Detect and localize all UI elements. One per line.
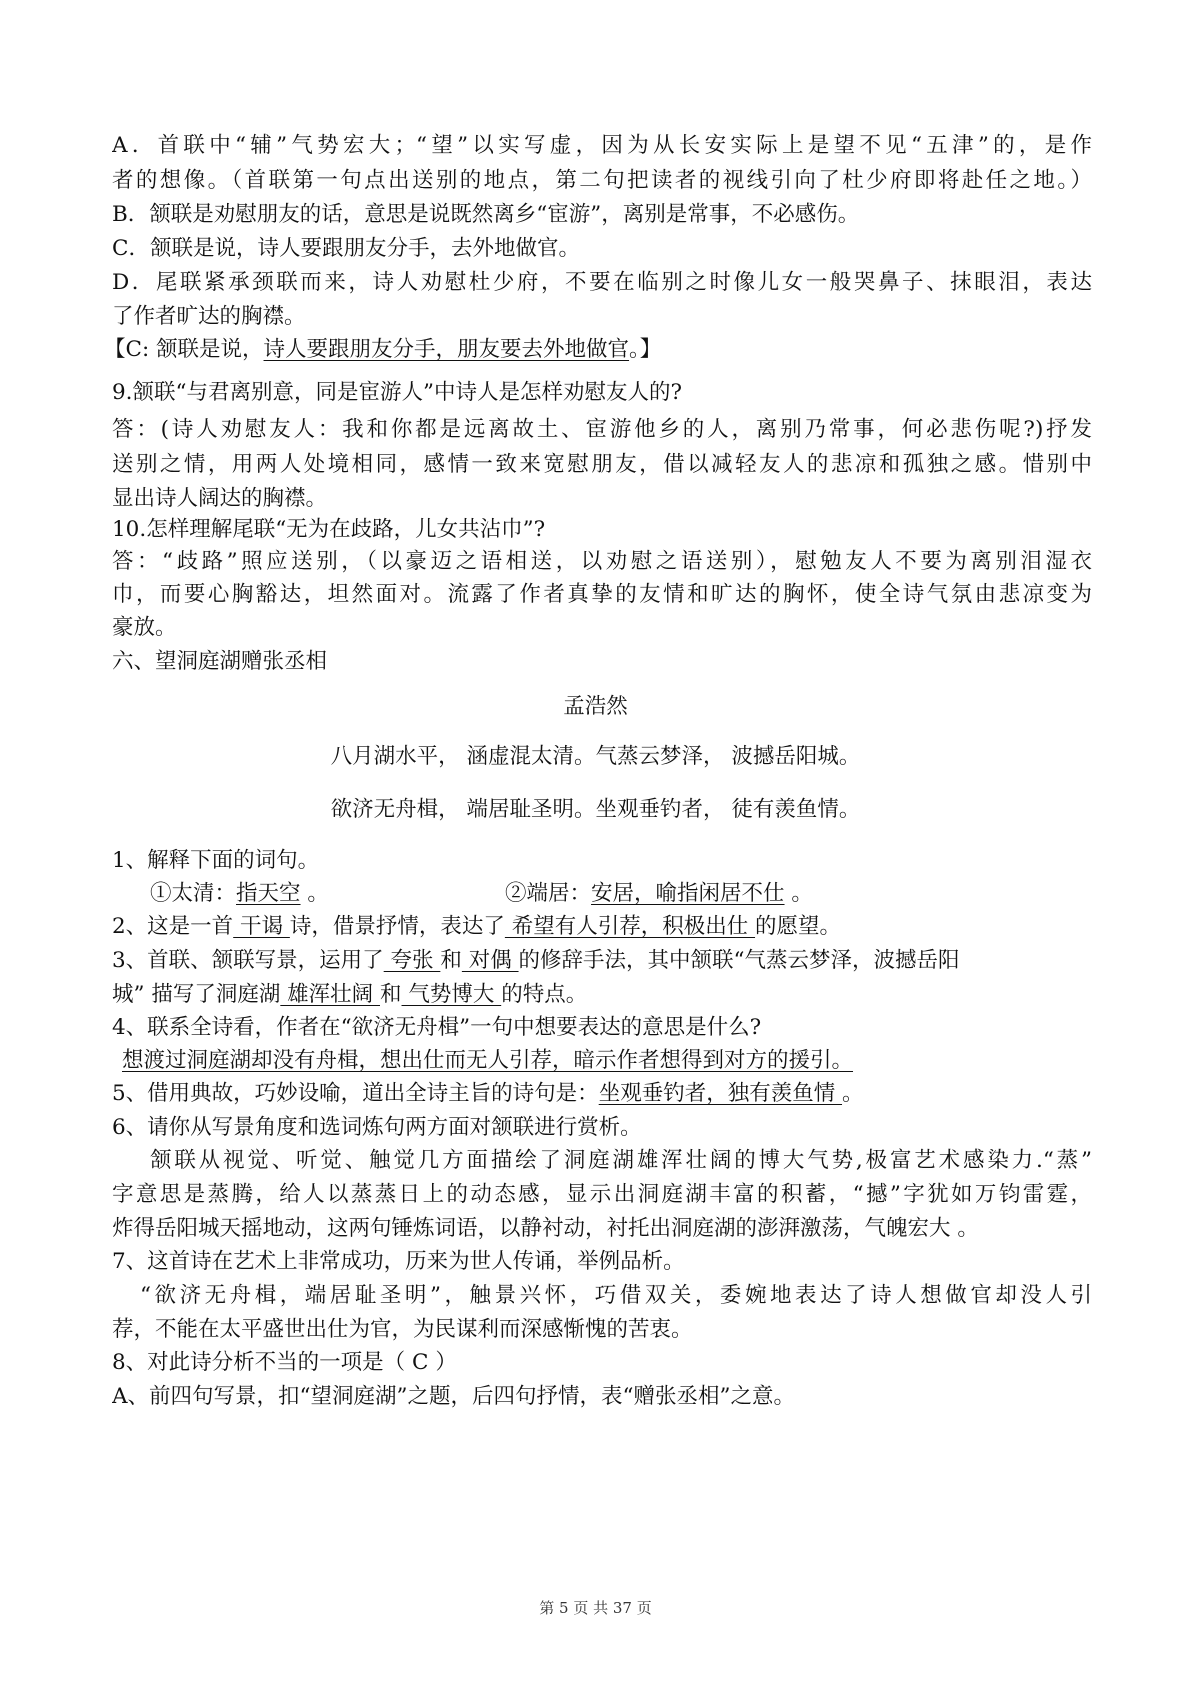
answer-c-line	[104, 335, 1084, 365]
question-2	[112, 912, 1092, 942]
q3-text-4: 城” 描写了洞庭湖	[112, 982, 281, 1007]
answer-9-line-3: 显出诗人阔达的胸襟。	[112, 486, 328, 511]
question-10: 10.怎样理解尾联“无为在歧路，儿女共沾巾”?	[112, 517, 546, 542]
answer-7-line-2: 荐，不能在太平盛世出仕为官，为民谋利而深感惭愧的苦衷。	[112, 1317, 693, 1342]
q8-answer: C	[405, 1350, 436, 1375]
answer-prefix: 【C: 颔联是说，	[104, 337, 264, 362]
q3-text-1: 3、首联、颔联写景，运用了	[112, 948, 384, 973]
poem-author: 孟浩然	[563, 694, 628, 719]
option-d-line-1: D．尾联紧承颈联而来，诗人劝慰杜少府，不要在临别之时像儿女一般哭鼻子、抹眼泪，表达	[112, 270, 1092, 295]
question-8	[112, 1348, 1092, 1378]
option-d-line-2: 了作者旷达的胸襟。	[112, 304, 306, 329]
question-1b	[505, 879, 1025, 909]
q2-text-1: 2、这是一首	[112, 914, 234, 939]
option-a-line-1: A．首联中“辅”气势宏大；“望”以实写虚，因为从长安实际上是望不见“五津”的，是作	[112, 133, 1092, 158]
q2-text-2: 诗，借景抒情，表达了	[289, 914, 505, 939]
poem-line-2: 欲济无舟楫， 端居耻圣明。坐观垂钓者， 徒有羡鱼情。	[330, 797, 861, 822]
q5-text: 5、借用典故，巧妙设喻，道出全诗主旨的诗句是：	[112, 1081, 599, 1106]
q1b-label: ②端居：	[505, 881, 592, 906]
answer-9-line-1: 答：(诗人劝慰友人：我和你都是远离故土、宦游他乡的人，离别乃常事，何必悲伤呢?)抒发	[112, 417, 1092, 442]
answer-6-line-1: 颔联从视觉、听觉、触觉几方面描绘了洞庭湖雄浑壮阔的博大气势,极富艺术感染力.“蒸”	[150, 1148, 1092, 1173]
question-7: 7、这首诗在艺术上非常成功，历来为世人传诵，举例品析。	[112, 1249, 685, 1274]
answer-4-text: 想渡过洞庭湖却没有舟楫，想出仕而无人引荐，暗示作者想得到对方的援引。	[122, 1048, 854, 1073]
q5-answer: 坐观垂钓者，独有羡鱼情	[598, 1081, 843, 1106]
answer-6-line-2: 字意思是蒸腾，给人以蒸蒸日上的动态感，显示出洞庭湖丰富的积蓄，“撼”字犹如万钧雷霆，	[112, 1182, 1092, 1207]
answer-10-line-2: 巾，而要心胸豁达，坦然面对。流露了作者真挚的友情和旷达的胸怀，使全诗气氛由悲凉变为	[112, 582, 1092, 607]
question-1: 1、解释下面的词句。	[112, 848, 320, 873]
q1a-end: 。	[300, 881, 329, 906]
option-b-line: B．颔联是劝慰朋友的话，意思是说既然离乡“宦游”，离别是常事，不必感伤。	[112, 202, 860, 227]
q1a-label: ①太清：	[150, 881, 237, 906]
section-title: 六、望洞庭湖赠张丞相	[112, 649, 328, 674]
q3-answer-1: 夸张	[383, 948, 441, 973]
q5-end: 。	[842, 1081, 864, 1106]
q3-text-6: 的特点。	[501, 982, 588, 1007]
q8-end: ）	[435, 1350, 457, 1375]
poem-line-1: 八月湖水平， 涵虚混太清。气蒸云梦泽， 波撼岳阳城。	[330, 744, 861, 769]
question-3-line-1	[112, 946, 1092, 976]
answer-9-line-2: 送别之情，用两人处境相同，感情一致来宽慰朋友，借以减轻友人的悲凉和孤独之感。惜别中	[112, 452, 1092, 477]
answer-underlined: 诗人要跟朋友分手，朋友要去外地做官	[263, 337, 630, 362]
q3-text-3: 的修辞手法，其中颔联“气蒸云梦泽，波撼岳阳	[518, 948, 960, 973]
q1b-answer: 安居，喻指闲居不仕	[591, 881, 785, 906]
answer-suffix: 。】	[629, 337, 662, 362]
question-3-line-2	[112, 980, 1092, 1010]
q1a-answer: 指天空	[236, 881, 301, 906]
q2-answer-1: 干谒	[233, 914, 290, 939]
page-footer: 第 5 页 共 37 页	[539, 1599, 652, 1617]
q3-answer-4: 气势博大	[401, 982, 502, 1007]
answer-10-line-3: 豪放。	[112, 615, 177, 640]
question-6: 6、请你从写景角度和选词炼句两方面对颔联进行赏析。	[112, 1115, 642, 1140]
answer-6-line-3: 炸得岳阳城天摇地动，这两句锤炼词语，以静衬动，衬托出洞庭湖的澎湃激荡，气魄宏大 。	[112, 1216, 979, 1241]
question-5	[112, 1079, 1092, 1109]
q3-answer-2: 对偶	[461, 948, 519, 973]
q8-text: 8、对此诗分析不当的一项是（	[112, 1350, 406, 1375]
q3-text-2: 和	[440, 948, 462, 973]
question-1a	[150, 879, 550, 909]
question-8-option-a: A、前四句写景，扣“望洞庭湖”之题，后四句抒情，表“赠张丞相”之意。	[112, 1384, 795, 1409]
option-a-line-2: 者的想像。（首联第一句点出送别的地点，第二句把读者的视线引向了杜少府即将赴任之地。）	[112, 168, 1092, 193]
option-c-line: C．颔联是说，诗人要跟朋友分手，去外地做官。	[112, 236, 580, 261]
answer-7-line-1: “欲济无舟楫，端居耻圣明”，触景兴怀，巧借双关，委婉地表达了诗人想做官却没人引	[140, 1283, 1092, 1308]
answer-10-line-1: 答：“歧路”照应送别，（以豪迈之语相送，以劝慰之语送别），慰勉友人不要为离别泪湿衣	[112, 549, 1092, 574]
q3-answer-3: 雄浑壮阔	[280, 982, 380, 1007]
q2-text-3: 的愿望。	[755, 914, 842, 939]
question-9: 9.颔联“与君离别意，同是宦游人”中诗人是怎样劝慰友人的?	[112, 380, 683, 405]
question-4: 4、联系全诗看，作者在“欲济无舟楫”一句中想要表达的意思是什么?	[112, 1015, 762, 1040]
answer-4	[122, 1046, 1102, 1076]
q1b-end: 。	[784, 881, 813, 906]
q3-text-5: 和	[380, 982, 402, 1007]
q2-answer-2: 希望有人引荐，积极出仕	[504, 914, 756, 939]
